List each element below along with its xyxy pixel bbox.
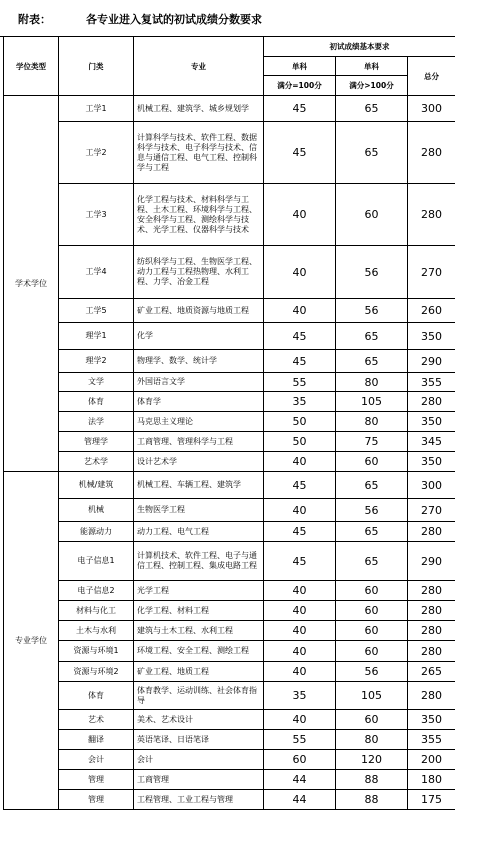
single-100-cell: 40 [264,246,336,299]
total-cell: 280 [408,621,456,641]
single-100-cell: 40 [264,710,336,730]
major-cell: 化学工程、材料工程 [134,601,264,621]
major-cell: 美术、艺术设计 [134,710,264,730]
single-over100-cell: 65 [336,96,408,122]
single-100-cell: 55 [264,373,336,392]
total-cell: 280 [408,601,456,621]
table-row [4,299,456,323]
single-over100-cell: 56 [336,499,408,522]
single-100-cell: 50 [264,412,336,432]
single-100-cell: 40 [264,499,336,522]
single-over100-cell: 65 [336,522,408,542]
single-over100-cell: 65 [336,350,408,373]
total-cell: 280 [408,122,456,184]
single-100-cell: 45 [264,522,336,542]
header-basic-requirements: 初试成绩基本要求 [264,37,456,57]
category-cell: 电子信息1 [59,542,134,581]
category-cell: 工学5 [59,299,134,323]
total-cell: 355 [408,730,456,750]
major-cell: 生物医学工程 [134,499,264,522]
single-100-cell: 50 [264,432,336,452]
category-cell: 机械 [59,499,134,522]
table-row [4,412,456,432]
table-row [4,662,456,682]
header-category: 门类 [59,37,134,96]
single-100-cell: 40 [264,452,336,472]
table-row [4,499,456,522]
category-cell: 资源与环境2 [59,662,134,682]
major-cell: 工商管理、管理科学与工程 [134,432,264,452]
single-over100-cell: 60 [336,621,408,641]
single-over100-cell: 65 [336,122,408,184]
total-cell: 180 [408,770,456,790]
header-total: 总分 [408,57,456,96]
degree-type-cell: 学术学位 [4,96,59,472]
single-over100-cell: 65 [336,323,408,350]
single-over100-cell: 80 [336,730,408,750]
table-row [4,472,456,499]
category-cell: 法学 [59,412,134,432]
table-row [4,641,456,662]
single-100-cell: 40 [264,641,336,662]
total-cell: 280 [408,581,456,601]
table-row [4,373,456,392]
single-100-cell: 44 [264,790,336,810]
table-row [4,122,456,184]
category-cell: 管理 [59,790,134,810]
total-cell: 290 [408,350,456,373]
single-100-cell: 60 [264,750,336,770]
single-over100-cell: 65 [336,542,408,581]
header-single2-b: 满分>100分 [336,76,408,96]
category-cell: 理学1 [59,323,134,350]
major-cell: 英语笔译、日语笔译 [134,730,264,750]
table-row [4,770,456,790]
table-row [4,350,456,373]
single-over100-cell: 80 [336,373,408,392]
major-cell: 机械工程、车辆工程、建筑学 [134,472,264,499]
single-100-cell: 45 [264,96,336,122]
single-100-cell: 40 [264,184,336,246]
header-major: 专业 [134,37,264,96]
header-single2-a: 单科 [336,57,408,76]
category-cell: 电子信息2 [59,581,134,601]
total-cell: 265 [408,662,456,682]
table-row [4,601,456,621]
total-cell: 280 [408,522,456,542]
category-cell: 翻译 [59,730,134,750]
category-cell: 机械/建筑 [59,472,134,499]
table-row [4,522,456,542]
total-cell: 350 [408,412,456,432]
header-row-1 [4,37,456,57]
major-cell: 光学工程 [134,581,264,601]
single-over100-cell: 80 [336,412,408,432]
major-cell: 外国语言文学 [134,373,264,392]
total-cell: 300 [408,96,456,122]
single-over100-cell: 60 [336,710,408,730]
total-cell: 350 [408,323,456,350]
single-over100-cell: 105 [336,392,408,412]
category-cell: 工学3 [59,184,134,246]
category-cell: 资源与环境1 [59,641,134,662]
single-over100-cell: 120 [336,750,408,770]
total-cell: 280 [408,641,456,662]
single-over100-cell: 60 [336,641,408,662]
major-cell: 计算科学与技术、软件工程、数据科学与技术、电子科学与技术、信息与通信工程、电气工程、控制科学与工程 [134,122,264,184]
single-over100-cell: 60 [336,452,408,472]
total-cell: 200 [408,750,456,770]
single-100-cell: 45 [264,350,336,373]
single-over100-cell: 56 [336,662,408,682]
category-cell: 工学2 [59,122,134,184]
single-100-cell: 40 [264,581,336,601]
table-caption [0,0,477,37]
table-body [4,37,456,810]
single-100-cell: 35 [264,682,336,710]
category-cell: 土木与水利 [59,621,134,641]
category-cell: 体育 [59,682,134,710]
single-100-cell: 45 [264,472,336,499]
category-cell: 管理学 [59,432,134,452]
single-100-cell: 45 [264,122,336,184]
total-cell: 350 [408,452,456,472]
single-over100-cell: 88 [336,790,408,810]
single-over100-cell: 88 [336,770,408,790]
major-cell: 矿业工程、地质资源与地质工程 [134,299,264,323]
table-row [4,432,456,452]
single-100-cell: 45 [264,323,336,350]
major-cell: 化学 [134,323,264,350]
category-cell: 艺术 [59,710,134,730]
major-cell: 工商管理 [134,770,264,790]
single-100-cell: 35 [264,392,336,412]
category-cell: 会计 [59,750,134,770]
total-cell: 175 [408,790,456,810]
category-cell: 管理 [59,770,134,790]
table-row [4,682,456,710]
single-over100-cell: 56 [336,246,408,299]
major-cell: 环境工程、安全工程、测绘工程 [134,641,264,662]
major-cell: 纺织科学与工程、生物医学工程、动力工程与工程热物理、水利工程、力学、冶金工程 [134,246,264,299]
caption-title: 各专业进入复试的初试成绩分数要求 [86,13,262,26]
header-type: 学位类型 [4,37,59,96]
category-cell: 艺术学 [59,452,134,472]
single-over100-cell: 65 [336,472,408,499]
total-cell: 260 [408,299,456,323]
degree-type-cell: 专业学位 [4,472,59,810]
category-cell: 文学 [59,373,134,392]
table-row [4,581,456,601]
category-cell: 能源动力 [59,522,134,542]
table-row [4,392,456,412]
single-over100-cell: 105 [336,682,408,710]
caption-label: 附表： [18,13,51,26]
single-100-cell: 40 [264,621,336,641]
category-cell: 工学1 [59,96,134,122]
table-row [4,246,456,299]
single-over100-cell: 60 [336,581,408,601]
total-cell: 280 [408,392,456,412]
category-cell: 体育 [59,392,134,412]
single-100-cell: 55 [264,730,336,750]
single-100-cell: 40 [264,662,336,682]
total-cell: 355 [408,373,456,392]
major-cell: 机械工程、建筑学、城乡规划学 [134,96,264,122]
single-100-cell: 45 [264,542,336,581]
total-cell: 280 [408,682,456,710]
total-cell: 300 [408,472,456,499]
major-cell: 建筑与土木工程、水利工程 [134,621,264,641]
table-row [4,96,456,122]
major-cell: 工程管理、工业工程与管理 [134,790,264,810]
major-cell: 体育教学、运动训练、社会体育指导 [134,682,264,710]
table-row [4,542,456,581]
header-single1-b: 满分=100分 [264,76,336,96]
single-100-cell: 40 [264,299,336,323]
total-cell: 345 [408,432,456,452]
single-100-cell: 40 [264,601,336,621]
major-cell: 动力工程、电气工程 [134,522,264,542]
total-cell: 270 [408,499,456,522]
single-over100-cell: 56 [336,299,408,323]
table-row [4,710,456,730]
table-row [4,323,456,350]
table-row [4,790,456,810]
score-requirements-table [3,36,456,810]
category-cell: 理学2 [59,350,134,373]
category-cell: 材料与化工 [59,601,134,621]
major-cell: 化学工程与技术、材料科学与工程、土木工程、环境科学与工程、安全科学与工程、测绘科学与技术、光学工程、仪器科学与技术 [134,184,264,246]
table-row [4,730,456,750]
single-over100-cell: 60 [336,601,408,621]
total-cell: 280 [408,184,456,246]
header-single1-a: 单科 [264,57,336,76]
table-row [4,184,456,246]
major-cell: 马克思主义理论 [134,412,264,432]
major-cell: 体育学 [134,392,264,412]
total-cell: 350 [408,710,456,730]
table-row [4,750,456,770]
total-cell: 290 [408,542,456,581]
total-cell: 270 [408,246,456,299]
major-cell: 物理学、数学、统计学 [134,350,264,373]
category-cell: 工学4 [59,246,134,299]
right-margin [455,36,477,843]
table-row [4,621,456,641]
major-cell: 矿业工程、地质工程 [134,662,264,682]
major-cell: 设计艺术学 [134,452,264,472]
major-cell: 会计 [134,750,264,770]
single-100-cell: 44 [264,770,336,790]
major-cell: 计算机技术、软件工程、电子与通信工程、控制工程、集成电路工程 [134,542,264,581]
single-over100-cell: 75 [336,432,408,452]
table-row [4,452,456,472]
single-over100-cell: 60 [336,184,408,246]
